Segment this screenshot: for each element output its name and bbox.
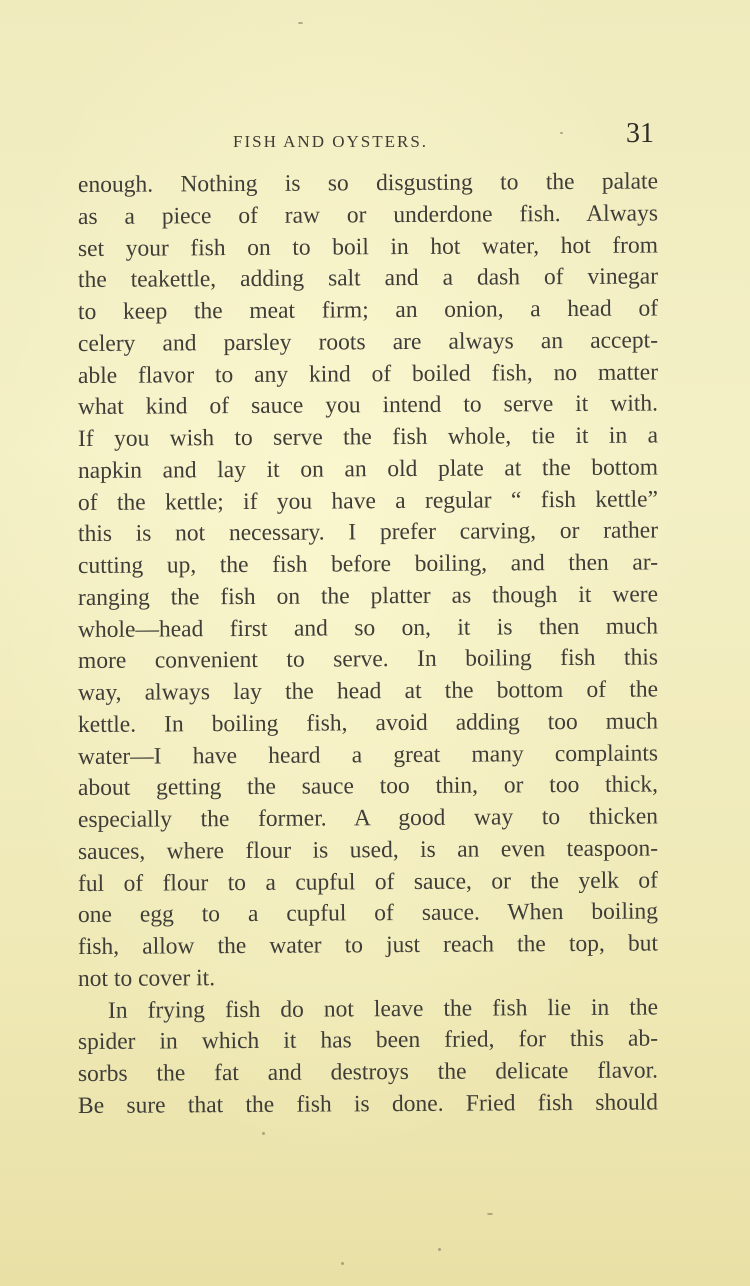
text-line: to keep the meat firm; an onion, a head of	[77, 295, 659, 325]
text-line: more convenient to serve. In boiling fish this	[77, 644, 659, 675]
paper-speck	[262, 1132, 265, 1135]
text-line: fish, allow the water to just reach the top, but	[77, 930, 659, 960]
text-line: as a piece of raw or underdone fish. Always	[77, 200, 659, 230]
page-number: 31	[626, 118, 654, 149]
text-line: this is not necessary. I prefer carving, or rather	[77, 517, 659, 548]
text-line: way, always lay the head at the bottom of the	[77, 676, 659, 706]
paper-speck	[341, 1262, 344, 1265]
text-line: celery and parsley roots are always an accept-	[77, 327, 659, 357]
text-line: cutting up, the fish before boiling, and then ar-	[77, 549, 659, 579]
paper-speck	[560, 132, 563, 134]
body-text	[78, 170, 658, 1123]
text-line: napkin and lay it on an old plate at the bottom	[77, 454, 659, 484]
text-line: Be sure that the fish is done. Fried fish should	[77, 1089, 659, 1119]
text-line: whole—head first and so on, it is then much	[77, 612, 659, 643]
text-line: able flavor to any kind of boiled fish, no matter	[77, 358, 659, 389]
text-line-paragraph-end: not to cover it.	[77, 964, 216, 992]
text-line: what kind of sauce you intend to serve it with.	[77, 390, 659, 421]
text-line: kettle. In boiling fish, avoid adding too much	[77, 708, 659, 738]
text-line: ranging the fish on the platter as though it were	[77, 581, 659, 611]
text-line-paragraph-start: In frying fish do not leave the fish lie in the	[107, 993, 659, 1024]
text-line: set your fish on to boil in hot water, hot from	[77, 231, 659, 262]
paper-speck	[298, 22, 303, 24]
paper-speck	[487, 1213, 493, 1215]
text-line: especially the former. A good way to thicken	[77, 803, 659, 833]
page-header	[0, 118, 750, 158]
text-line: spider in which it has been fried, for this ab-	[77, 1025, 659, 1056]
text-line: of the kettle; if you have a regular “ fish kettle”	[77, 485, 659, 516]
text-line: ful of flour to a cupful of sauce, or the yelk of	[77, 866, 659, 897]
text-line: the teakettle, adding salt and a dash of vinegar	[77, 263, 659, 294]
text-line: water—I have heard a great many complaints	[77, 739, 659, 770]
text-line: sorbs the fat and destroys the delicate flavor.	[77, 1057, 659, 1087]
text-line: enough. Nothing is so disgusting to the palate	[77, 168, 659, 198]
text-line: If you wish to serve the fish whole, tie it in a	[77, 422, 659, 452]
text-line: sauces, where flour is used, is an even teaspoon-	[77, 835, 659, 865]
paper-speck	[438, 1248, 441, 1251]
text-line: about getting the sauce too thin, or too thick,	[77, 771, 659, 802]
running-head: FISH AND OYSTERS.	[233, 132, 429, 151]
text-line: one egg to a cupful of sauce. When boiling	[77, 898, 659, 929]
